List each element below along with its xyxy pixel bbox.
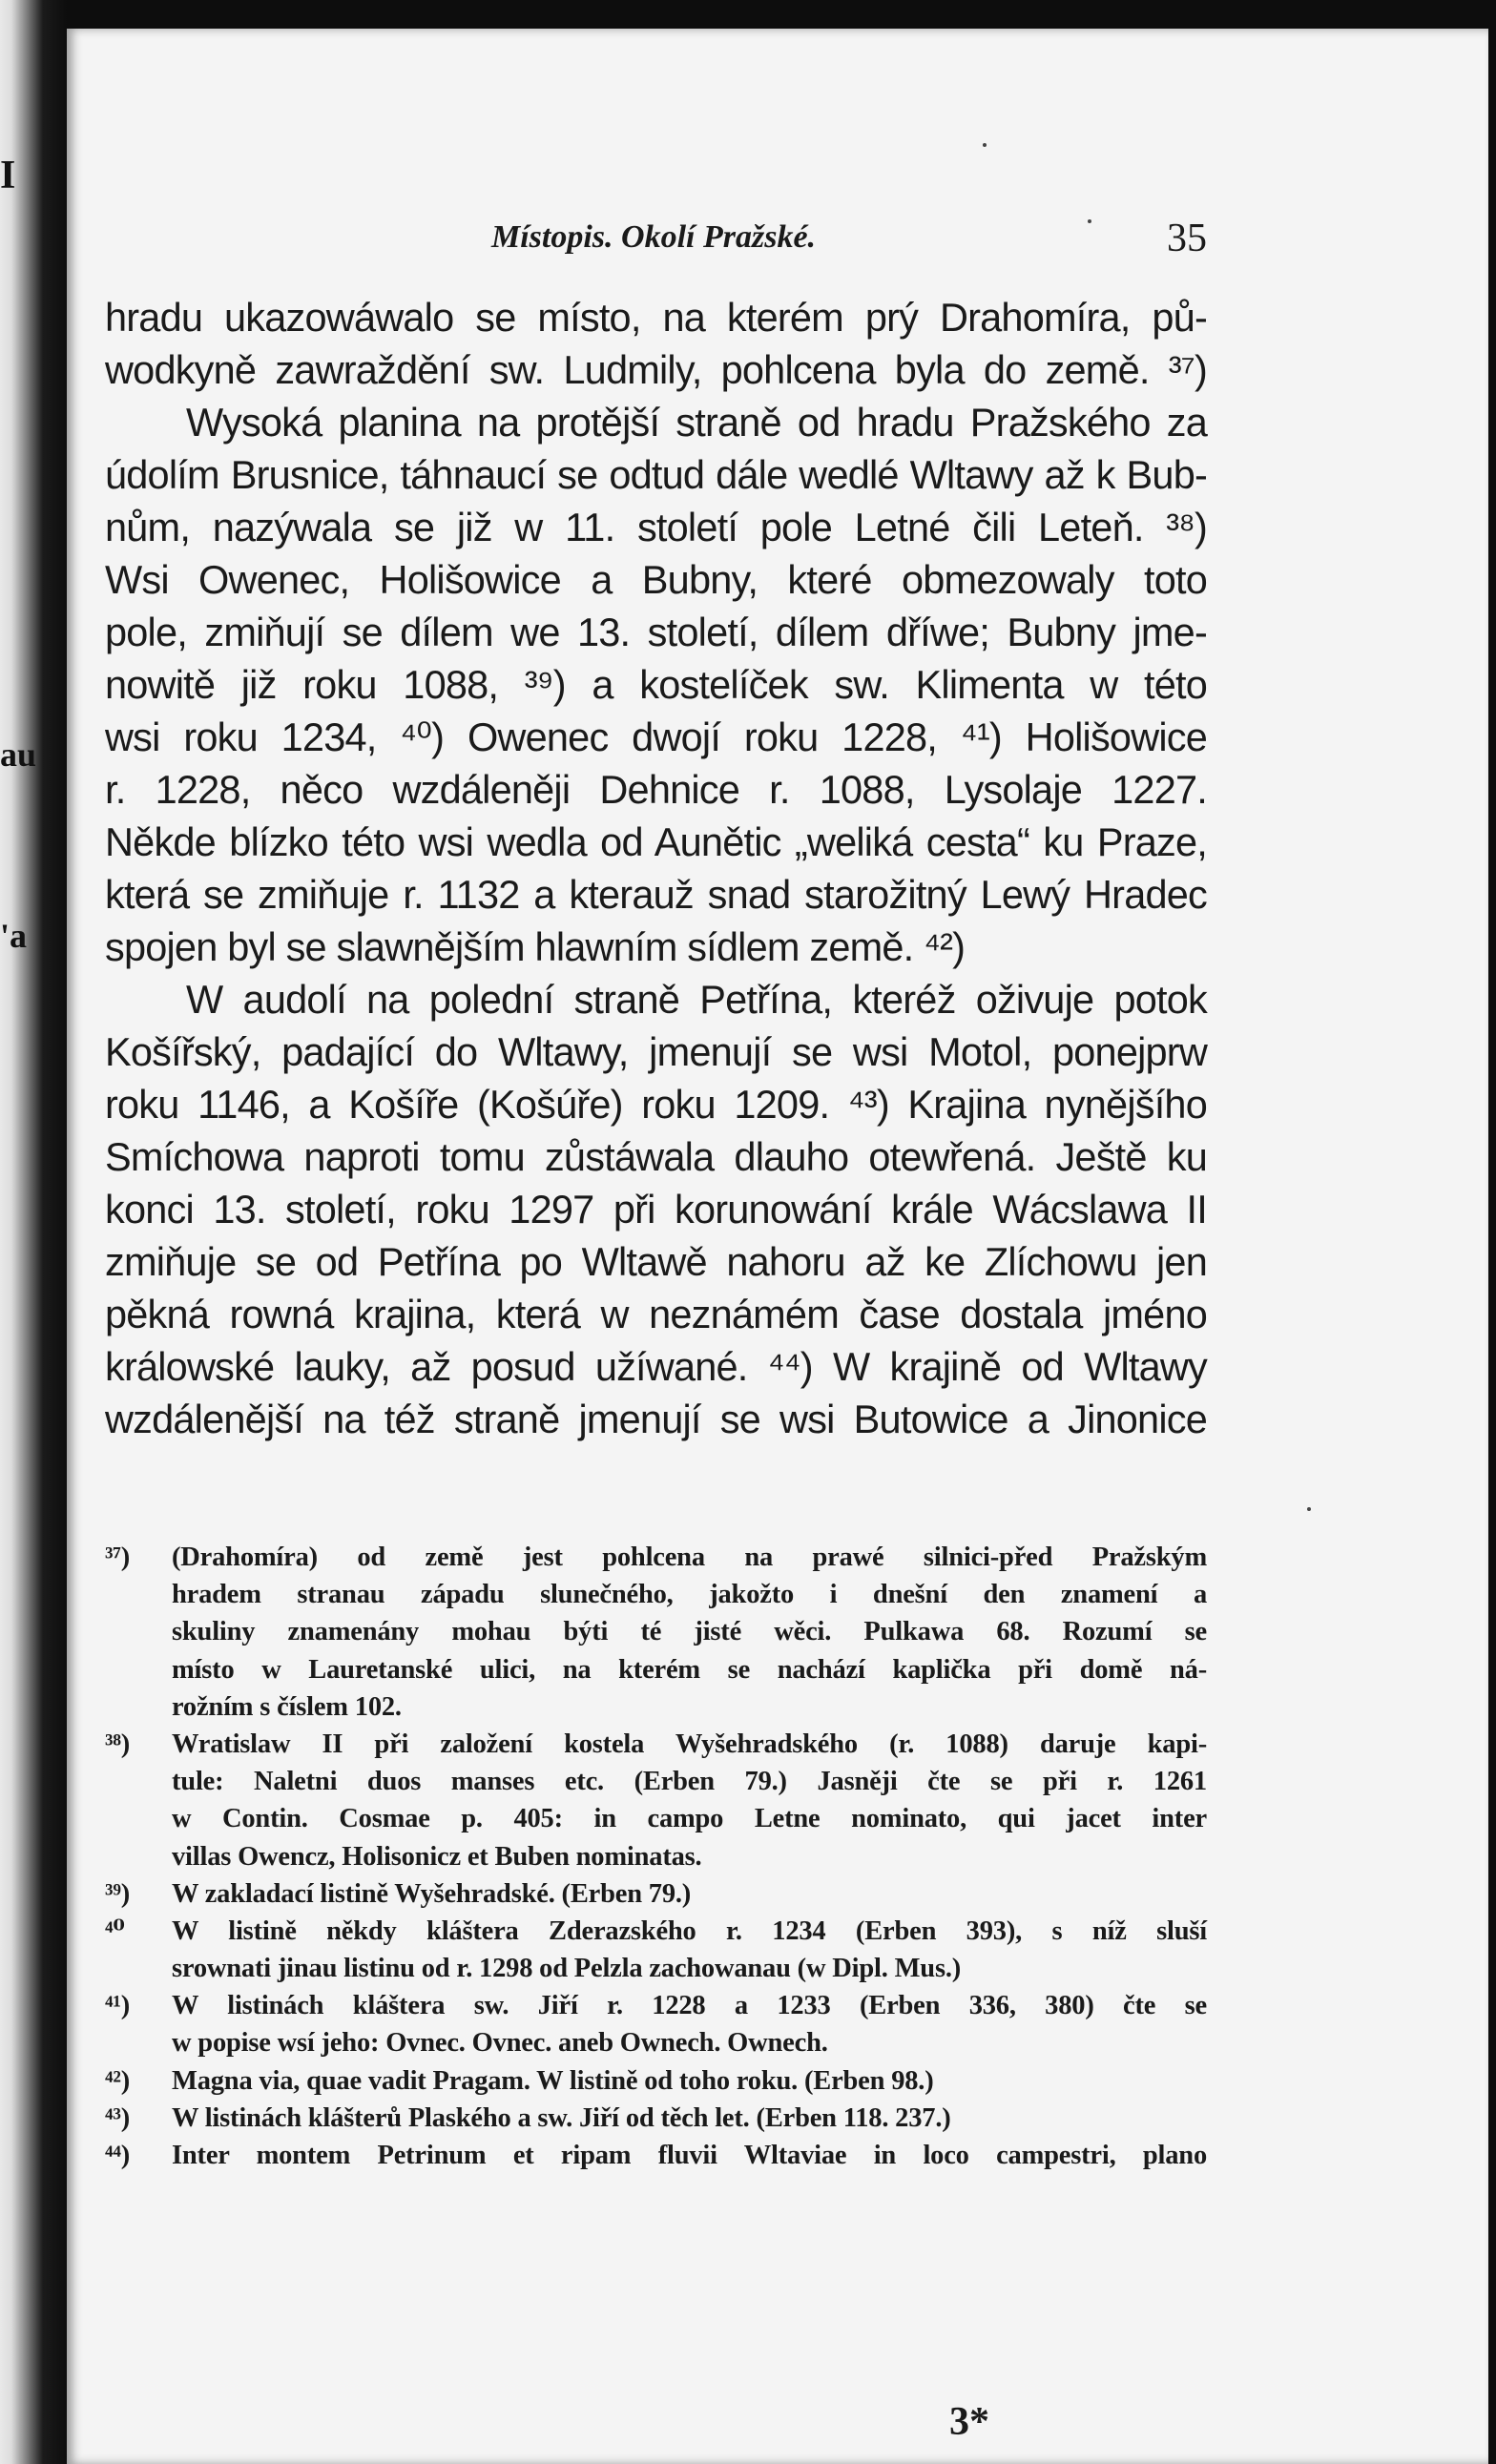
text-line: wzdálenější na též straně jmenují se wsi Butowice a Jinonice <box>105 1397 1207 1441</box>
footnote-mark: ⁴²) <box>105 2065 130 2096</box>
text-line: konci 13. století, roku 1297 při korunowání krále Wácslawa II <box>105 1187 1207 1232</box>
text-line: wsi roku 1234, ⁴⁰) Owenec dwojí roku 1228, ⁴¹) Holišowice <box>105 714 1207 759</box>
text-line: wodkyně zawraždění sw. Ludmily, pohlcena byla do země. ³⁷) <box>105 347 1207 392</box>
footnote-mark: ³⁷) <box>105 1543 130 1572</box>
print-speck <box>983 143 987 147</box>
footnote <box>105 2137 1207 2174</box>
footnote <box>105 1987 1207 2061</box>
text-line: Smíchowa naproti tomu zůstáwala dlauho otewřená. Ještě ku <box>105 1134 1207 1179</box>
text-line: která se zmiňuje r. 1132 a kterauž snad starožitný Lewý Hradec <box>105 872 1207 917</box>
footnote-mark: ⁴⁰ <box>105 1915 125 1946</box>
footnote-line: místo w Lauretanské ulici, na kterém se nachází kaplička při domě ná- <box>172 1654 1207 1685</box>
text-line: Wsi Owenec, Holišowice a Bubny, které obmezowaly toto <box>105 557 1207 602</box>
previous-page-fragment: 'a <box>0 917 28 955</box>
footnote <box>105 1726 1207 1875</box>
footnote-line: skuliny znamenány mohau býti té jisté wěci. Pulkawa 68. Rozumí se <box>172 1617 1207 1647</box>
footnote-line: w Contin. Cosmae p. 405: in campo Letne nominato, qui jacet inter <box>172 1804 1207 1834</box>
text-line: pole, zmiňují se dílem we 13. století, dílem dříwe; Bubny jme- <box>105 610 1207 654</box>
text-line: r. 1228, něco wzdáleněji Dehnice r. 1088, Lysolaje 1227. <box>105 767 1207 812</box>
text-line: Košířský, padající do Wltawy, jmenují se wsi Motol, ponejprw <box>105 1029 1207 1074</box>
footnote-mark: ⁴³) <box>105 2102 130 2133</box>
footnote-line: rožním s číslem 102. <box>172 1691 402 1722</box>
text-line: zmiňuje se od Petřína po Wltawě nahoru až ke Zlíchowu jen <box>105 1239 1207 1284</box>
footnote <box>105 2100 1207 2137</box>
footnote-mark: ³⁸) <box>105 1729 130 1759</box>
text-line: W audolí na polední straně Petřína, kteréž oživuje potok <box>186 977 1207 1022</box>
footnote <box>105 1913 1207 1987</box>
previous-page-edge <box>0 0 67 2464</box>
main-text <box>105 291 1207 1445</box>
page-header <box>67 219 1488 267</box>
footnote-line: tule: Naletni duos manses etc. (Erben 79.) Jasněji čte se při r. 1261 <box>172 1767 1207 1797</box>
footnotes <box>105 1539 1207 2174</box>
text-line: Wysoká planina na protější straně od hradu Pražského za <box>186 400 1207 445</box>
footnote <box>105 2062 1207 2100</box>
text-line: Někde blízko této wsi wedla od Aunětic „weliká cesta“ ku Praze, <box>105 819 1207 864</box>
footnote-mark: ⁴¹) <box>105 1991 130 2021</box>
page-number: 35 <box>1167 217 1207 260</box>
text-line: nům, nazýwala se již w 11. století pole Letné čili Leteň. ³⁸) <box>105 505 1207 549</box>
footnote <box>105 1875 1207 1913</box>
footnote-line: villas Owencz, Holisonicz et Buben nominatas. <box>172 1841 702 1872</box>
text-line: pěkná rowná krajina, která w neznámém čase dostala jméno <box>105 1292 1207 1336</box>
footnote-line: W zakladací listině Wyšehradské. (Erben 79.) <box>172 1878 692 1909</box>
footnote-line: Magna via, quae vadit Pragam. W listině od toho roku. (Erben 98.) <box>172 2065 934 2096</box>
footnote-line: hradem stranau západu slunečného, jakožto i dnešní den znamení a <box>172 1580 1207 1610</box>
print-speck <box>1088 219 1091 223</box>
footnote-line: W listinách kláštera sw. Jiří r. 1228 a 1233 (Erben 336, 380) čte se <box>172 1991 1207 2021</box>
footnote-line: (Drahomíra) od země jest pohlcena na prawé silnici-před Pražským <box>172 1543 1207 1572</box>
running-title: Místopis. Okolí Pražské. <box>491 219 817 255</box>
text-line: nowitě již roku 1088, ³⁹) a kostelíček sw. Klimenta w této <box>105 662 1207 707</box>
footnote-line: W listině někdy kláštera Zderazského r. 1234 (Erben 393), s níž sluší <box>172 1915 1207 1946</box>
text-line: hradu ukazowáwalo se místo, na kterém prý Drahomíra, pů- <box>105 295 1207 340</box>
text-line: údolím Brusnice, táhnaucí se odtud dále wedlé Wltawy až k Bub- <box>105 452 1207 497</box>
footnote-mark: ³⁹) <box>105 1878 130 1909</box>
text-line: roku 1146, a Košíře (Košúře) roku 1209. ⁴³) Krajina nynějšího <box>105 1082 1207 1127</box>
footnote-line: Inter montem Petrinum et ripam fluvii Wltaviae in loco campestri, plano <box>172 2141 1207 2170</box>
previous-page-fragment: I <box>0 154 16 197</box>
signature-mark: 3* <box>949 2400 989 2444</box>
print-speck <box>1307 1507 1311 1511</box>
previous-page-fragment: au <box>0 735 37 774</box>
text-line: králowské lauky, až posud užíwané. ⁴⁴) W krajině od Wltawy <box>105 1344 1207 1389</box>
footnote <box>105 1539 1207 1726</box>
footnote-line: W listinách klášterů Plaského a sw. Jiří od těch let. (Erben 118. 237.) <box>172 2102 951 2133</box>
book-page <box>67 29 1488 2464</box>
text-line: spojen byl se slawnějším hlawním sídlem země. ⁴²) <box>105 924 966 969</box>
footnote-line: w popise wsí jeho: Ovnec. Ovnec. aneb Ownech. Ownech. <box>172 2028 828 2059</box>
footnote-mark: ⁴⁴) <box>105 2141 130 2170</box>
footnote-line: Wratislaw II při založení kostela Wyšehradského (r. 1088) daruje kapi- <box>172 1729 1207 1759</box>
footnote-line: srownati jinau listinu od r. 1298 od Pelzla zachowanau (w Dipl. Mus.) <box>172 1954 962 1984</box>
